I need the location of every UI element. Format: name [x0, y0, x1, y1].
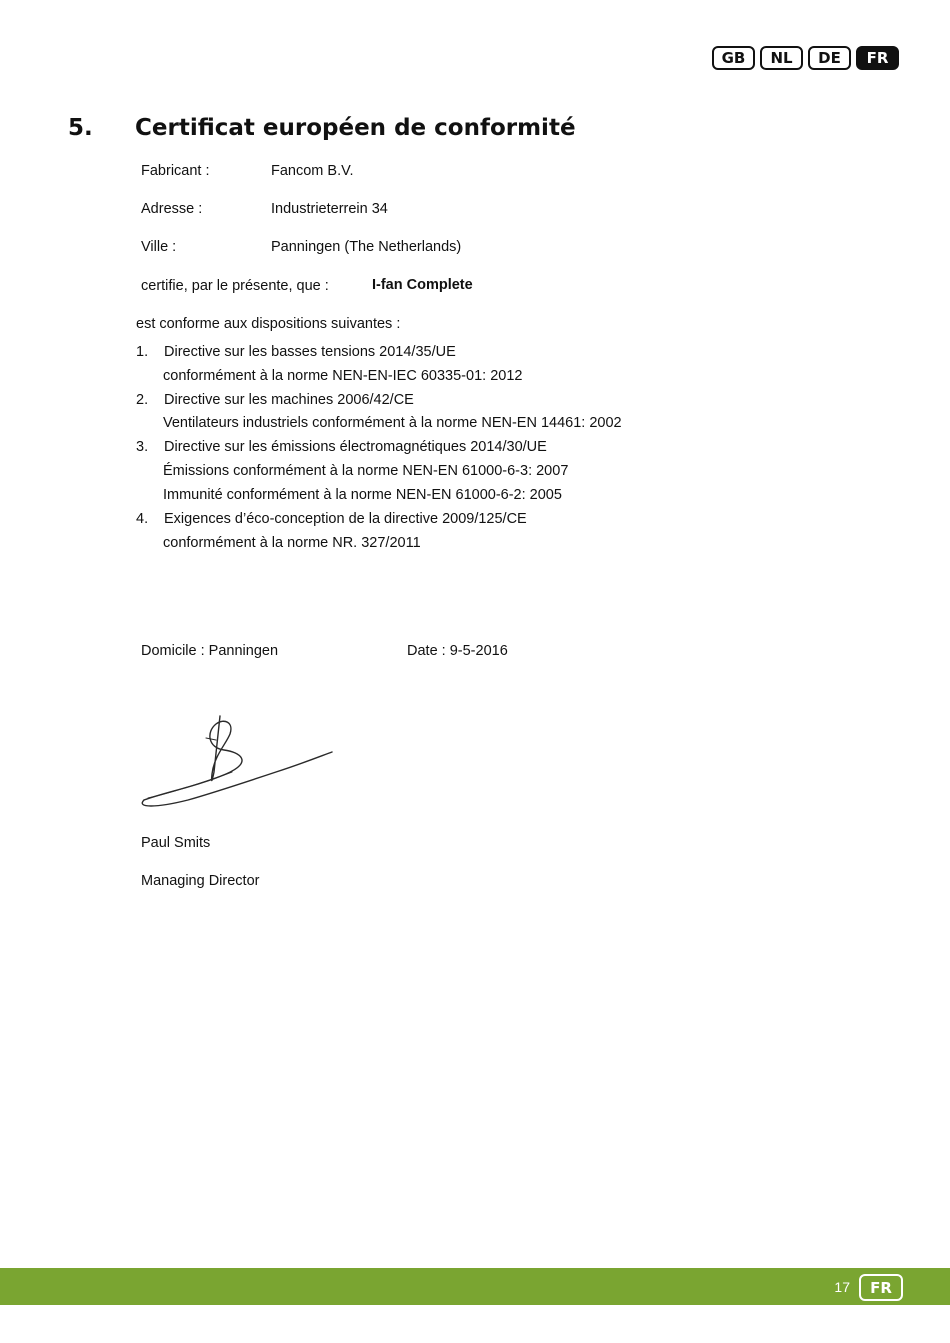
city-value: Panningen (The Netherlands): [271, 239, 462, 255]
directive-3-standard-immunity: Immunité conformément à la norme NEN-EN 61000-6-2: 2005: [163, 487, 562, 503]
tab-language-de[interactable]: DE: [808, 46, 851, 70]
directive-2-number: 2.: [136, 392, 149, 408]
page-number: 17: [834, 1279, 850, 1295]
signing-date: Date : 9-5-2016: [407, 643, 508, 659]
section-number: 5.: [68, 115, 93, 141]
directive-2-title: Directive sur les machines 2006/42/CE: [164, 392, 414, 408]
signatory-name: Paul Smits: [141, 835, 211, 851]
certifies-label: certifie, par le présente, que :: [141, 278, 329, 294]
directive-4-title: Exigences d’éco-conception de la directive 2009/125/CE: [164, 511, 527, 527]
footer-language-badge: FR: [859, 1274, 903, 1301]
address-label: Adresse :: [141, 201, 203, 217]
section-title: Certificat européen de conformité: [135, 115, 576, 141]
directive-3-title: Directive sur les émissions électromagnétiques 2014/30/UE: [164, 439, 547, 455]
domicile: Domicile : Panningen: [141, 643, 279, 659]
directive-3-standard-emissions: Émissions conformément à la norme NEN-EN 61000-6-3: 2007: [163, 463, 569, 479]
directive-4-standard: conformément à la norme NR. 327/2011: [163, 535, 421, 551]
language-tabs: [712, 46, 899, 70]
directive-3-number: 3.: [136, 439, 149, 455]
directive-4-number: 4.: [136, 511, 149, 527]
directive-1-standard: conformément à la norme NEN-EN-IEC 60335-01: 2012: [163, 368, 523, 384]
tab-language-nl[interactable]: NL: [760, 46, 803, 70]
product-name: I-fan Complete: [372, 277, 473, 293]
conformity-intro: est conforme aux dispositions suivantes :: [136, 316, 401, 332]
manufacturer-value: Fancom B.V.: [271, 163, 354, 179]
city-label: Ville :: [141, 239, 177, 255]
directive-1-number: 1.: [136, 344, 149, 360]
footer-bar: [0, 1268, 950, 1305]
signatory-role: Managing Director: [141, 873, 260, 889]
address-value: Industrieterrein 34: [271, 201, 388, 217]
tab-language-fr[interactable]: FR: [856, 46, 899, 70]
manufacturer-label: Fabricant :: [141, 163, 210, 179]
directive-1-title: Directive sur les basses tensions 2014/35/UE: [164, 344, 456, 360]
handwritten-signature: [136, 712, 336, 814]
tab-language-gb[interactable]: GB: [712, 46, 755, 70]
directive-2-standard: Ventilateurs industriels conformément à la norme NEN-EN 14461: 2002: [163, 415, 622, 431]
